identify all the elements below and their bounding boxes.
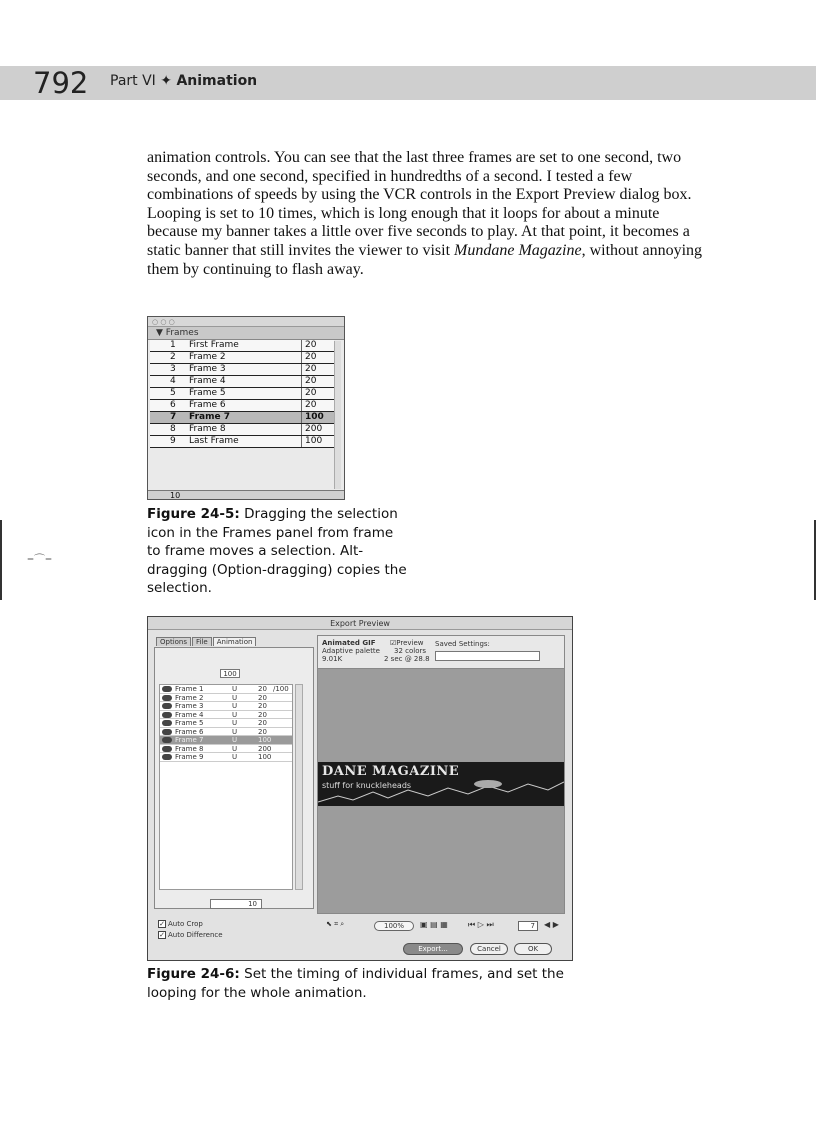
frame-row[interactable]: 5 Frame 5 20 [150,388,334,400]
frames-panel-screenshot [147,316,345,500]
view-mode-icons[interactable]: ▣ ▤ ▦ [420,920,448,929]
crop-icon[interactable]: ⌗ [334,920,339,928]
running-head [110,73,257,89]
info-size: 9.01K [322,655,343,663]
frame-row[interactable]: 2 Frame 2 20 [150,352,334,364]
frame-row[interactable]: 4 Frame 4 20 [150,376,334,388]
separator-glyph: ✦ [160,73,172,89]
lightning-graphic [318,762,564,806]
figure-caption-24-6 [147,965,587,1002]
zoom-select[interactable]: 100% [374,921,414,931]
export-preview-dialog [147,616,573,961]
preview-toolbar [326,920,344,929]
info-time: 2 sec @ 28.8 [384,655,430,663]
auto-difference-checkbox[interactable]: ✓ Auto Difference [159,931,223,939]
frame-delay-field[interactable]: 100 [220,669,240,678]
list-item[interactable]: Frame 6 U 20 [160,728,292,737]
page-number: 792 [33,66,89,100]
list-item[interactable]: Frame 1 U 20 /100 [160,685,292,694]
preview-pane [317,635,565,914]
frames-footer [148,490,344,499]
info-palette: Adaptive palette [322,647,380,655]
ok-button[interactable]: OK [514,943,552,955]
checkmark-icon: ✓ [159,931,165,939]
frame-list [159,684,293,890]
para-text-italic: Mundane Magazine [454,241,582,259]
ufo-icon [474,780,502,788]
part-label: Part VI [110,73,156,89]
export-button[interactable]: Export... [403,943,463,955]
caption-text: Dragging the selection icon in the Frames panel from frame to frame moves a selection. Alt-dragging (Option-dragging) copies the selection. [147,506,407,596]
saved-settings-label: Saved Settings: [435,640,490,648]
dialog-title: Export Preview [148,617,572,630]
window-dots: ○ ○ ○ [148,317,344,327]
info-colors: 32 colors [394,647,427,655]
tab-animation[interactable]: Animation [213,637,257,646]
zoom-icon[interactable]: ⌕ [340,920,345,928]
body-paragraph [147,149,707,279]
frame-count: 10 [170,491,181,500]
loop-count-field[interactable]: 10 [210,899,262,909]
list-item[interactable]: Frame 5 U 20 [160,719,292,728]
caption-label: Figure 24-5: [147,506,240,522]
frame-row[interactable]: 3 Frame 3 20 [150,364,334,376]
list-item[interactable]: Frame 3 U 20 [160,702,292,711]
frames-panel-tab: ▼ Frames [148,327,344,340]
list-item[interactable]: Frame 2 U 20 [160,694,292,703]
caption-label: Figure 24-6: [147,966,240,982]
tab-file[interactable]: File [192,637,212,646]
preview-info [318,636,564,669]
para-text-b: , without annoying them by continuing to flash away. [147,241,703,278]
figure-caption-24-5 [147,505,407,598]
frame-row[interactable]: 8 Frame 8 200 [150,424,334,436]
para-text-a: animation controls. You can see that the last three frames are set to one second, two seconds, and one second, specified in hundredths of a second. I tested a few combinations of speeds by using the VCR controls in the Export Preview dialog box. Looping is set to 10 times, which is long enough that it loops for about a minute because my banner takes a little over five seconds to play. At that point, it becomes a static banner that still invites the viewer to visit [147,149,692,259]
frame-list-scrollbar[interactable] [295,684,303,890]
caption-text: Set the timing of individual frames, and set the looping for the whole animation. [147,966,564,1001]
frame-row[interactable]: 1 First Frame 20 [150,340,334,352]
list-item[interactable]: Frame 4 U 20 [160,711,292,720]
frame-number-field[interactable]: 7 [518,921,538,931]
info-format: Animated GIF [322,639,376,647]
section-title: Animation [176,73,258,89]
frame-row[interactable]: 9 Last Frame 100 [150,436,334,448]
list-item[interactable]: Frame 9 U 100 [160,753,292,762]
auto-crop-checkbox[interactable]: ✓ Auto Crop [159,920,203,928]
frame-step-icons[interactable]: ◀ ▶ [544,920,559,929]
list-item-selected[interactable]: Frame 7 U 100 [160,736,292,745]
banner-subtitle: stuff for knuckleheads [322,781,412,790]
crop-mark: –⌒– [27,551,52,567]
frames-scrollbar[interactable] [334,341,341,489]
dialog-tabs [156,637,257,646]
margin-bracket-left [0,520,2,600]
frame-row-selected[interactable]: 7 Frame 7 100 [150,412,334,424]
checkmark-icon: ✓ [159,920,165,928]
frames-list [148,340,344,448]
banner-title: DANE MAGAZINE [322,764,460,779]
frames-panel-title: Frames [165,328,199,338]
animation-options-panel [154,647,314,909]
tab-options[interactable]: Options [156,637,191,646]
playback-controls[interactable]: ⏮ ▷ ⏭ [468,920,494,929]
pointer-icon[interactable]: ⬉ [326,920,332,928]
list-item[interactable]: Frame 8 U 200 [160,745,292,754]
saved-settings-select[interactable] [435,651,540,661]
banner-preview-image [318,762,564,806]
preview-checkbox[interactable]: ☑ Preview [390,639,424,647]
cancel-button[interactable]: Cancel [470,943,508,955]
frame-row[interactable]: 6 Frame 6 20 [150,400,334,412]
